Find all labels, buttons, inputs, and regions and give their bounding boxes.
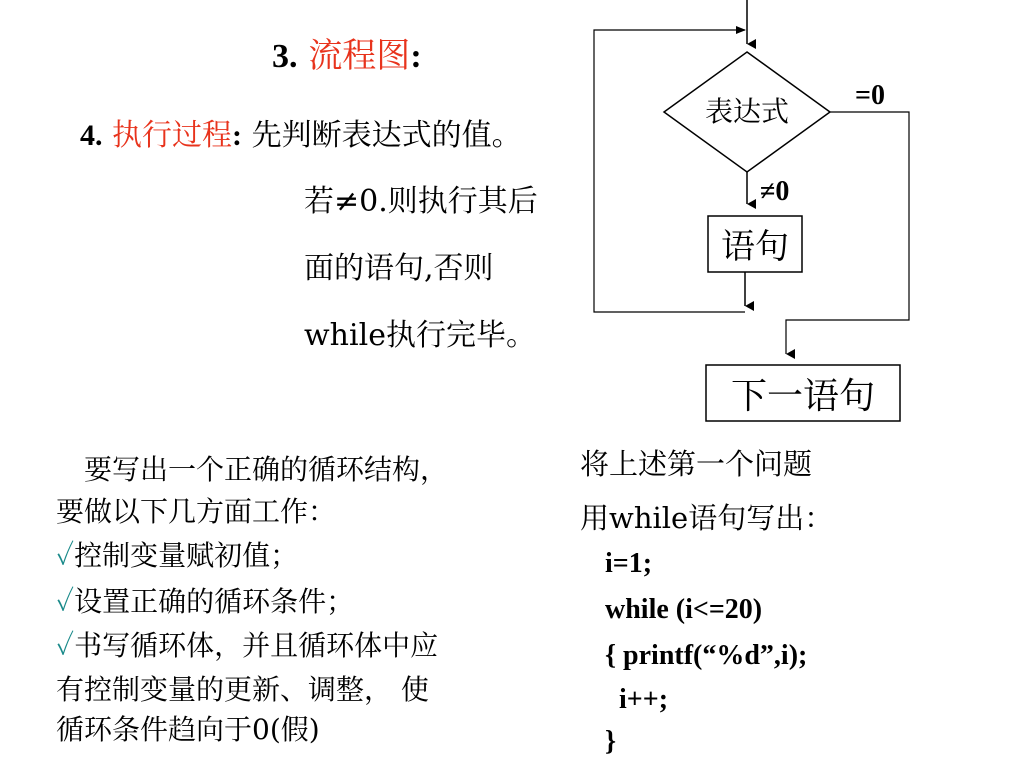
rewrite-line-0: 将上述第一个问题 xyxy=(580,447,813,481)
eq-zero-label: =0 xyxy=(855,80,885,111)
check-icon: ✓ xyxy=(56,539,75,572)
exec-line-1: 若≠0.则执行其后 xyxy=(304,184,538,219)
req-item-1 xyxy=(56,580,354,620)
code-line-4: } xyxy=(605,726,617,757)
req-line-1: 要做以下几方面工作： xyxy=(56,495,337,528)
req-item-2-cont-1: 循环条件趋向于0(假) xyxy=(56,713,320,746)
condition-label: 表达式 xyxy=(704,95,790,128)
section-title-colon: : xyxy=(410,38,422,75)
section-title-text: 流程图 xyxy=(308,36,411,76)
code-line-0: i=1; xyxy=(605,548,653,579)
exec-colon: : xyxy=(232,119,243,152)
exec-label: 执行过程 xyxy=(112,118,233,153)
code-line-1: while (i<=20) xyxy=(605,594,763,625)
exec-line-3: while执行完毕。 xyxy=(304,318,536,353)
req-item-2-cont-0: 有控制变量的更新、调整， 使 xyxy=(56,673,429,706)
exec-number: 4. xyxy=(80,119,103,152)
exec-line-0: 先判断表达式的值。 xyxy=(251,118,522,153)
next-label: 下一语句 xyxy=(730,376,876,417)
code-line-2: { printf(“%d”,i); xyxy=(605,640,808,671)
req-item-0-text: 控制变量赋初值； xyxy=(74,539,299,572)
ne-zero-label: ≠0 xyxy=(760,176,790,207)
exec-line-2: 面的语句,否则 xyxy=(304,251,494,286)
body-label: 语句 xyxy=(721,227,789,267)
code-line-3: i++; xyxy=(605,684,669,715)
section-title-number: 3. xyxy=(272,38,298,75)
rewrite-line-1: 用while语句写出： xyxy=(580,501,834,535)
req-line-0: 要写出一个正确的循环结构， xyxy=(84,453,449,486)
false-branch-arrow xyxy=(786,112,909,354)
req-item-0 xyxy=(56,534,298,574)
check-icon: ✓ xyxy=(56,585,75,618)
req-item-2-text: 书写循环体，并且循环体中应 xyxy=(74,629,439,662)
req-item-2 xyxy=(56,624,438,664)
req-item-1-text: 设置正确的循环条件； xyxy=(74,585,355,618)
check-icon: ✓ xyxy=(56,629,75,662)
